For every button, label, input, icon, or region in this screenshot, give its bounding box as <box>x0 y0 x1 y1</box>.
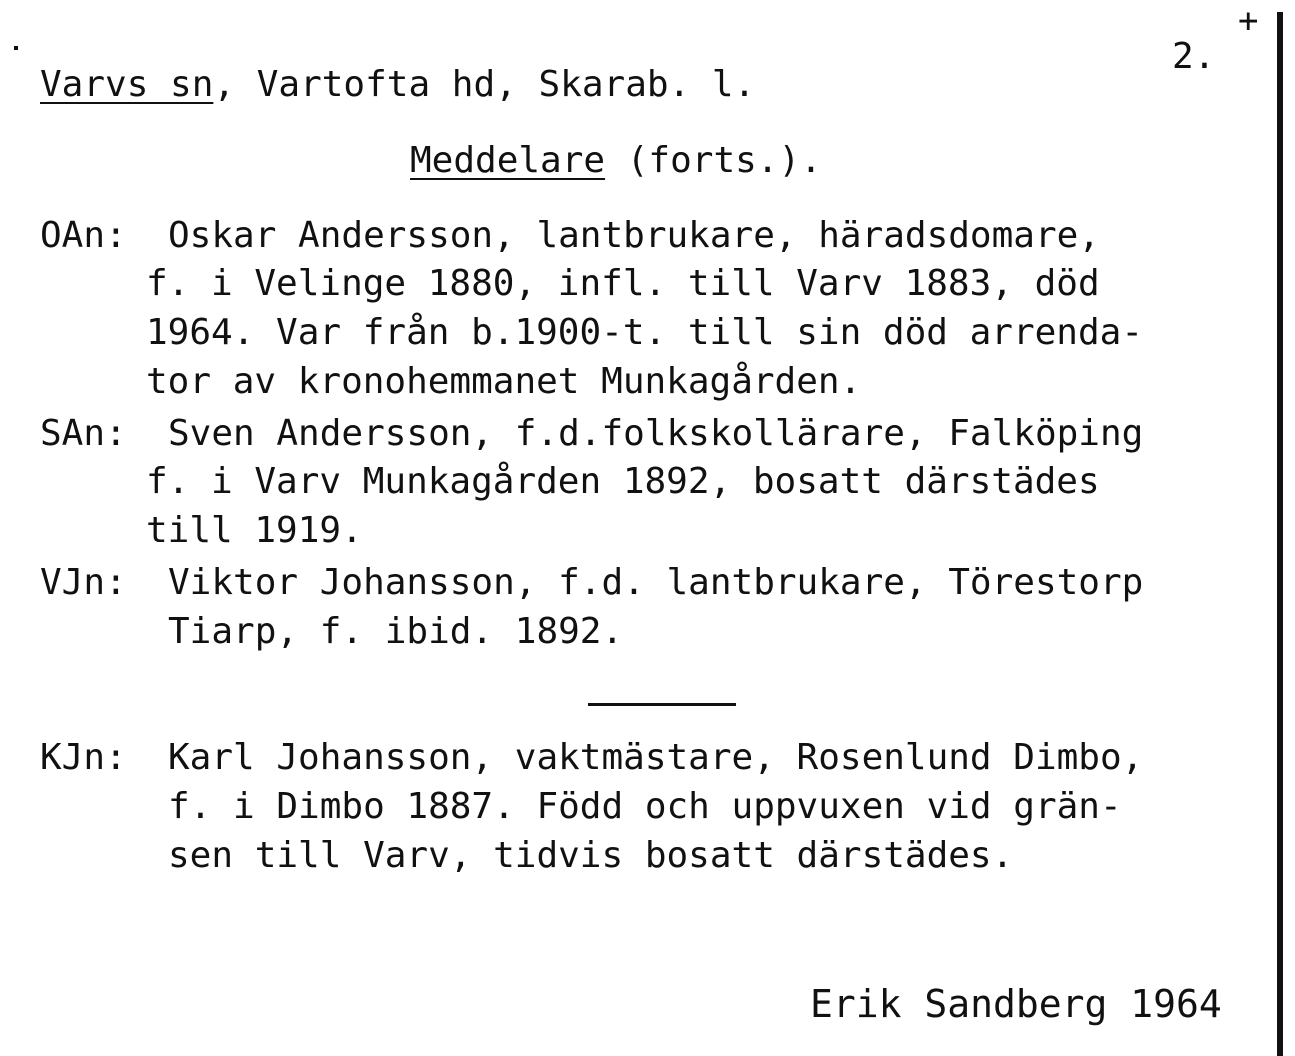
divider <box>588 703 736 706</box>
entry-line: f. i Velinge 1880, infl. till Varv 1883, död <box>146 263 1100 304</box>
entry-code-kjn: KJn: <box>40 737 127 778</box>
ink-dot <box>14 46 18 50</box>
entry-code-vjn: VJn: <box>40 562 127 603</box>
entry-line: Tiarp, f. ibid. 1892. <box>168 611 624 652</box>
entry-line: Sven Andersson, f.d.folkskollärare, Falköping <box>168 413 1144 454</box>
district-text: , Vartofta hd, Skarab. l. <box>213 64 756 105</box>
entry-line: sen till Varv, tidvis bosatt därstädes. <box>168 835 1014 876</box>
entry-line: Oskar Andersson, lantbrukare, häradsdomare, <box>168 215 1100 256</box>
section-title-suffix: (forts.). <box>605 140 822 181</box>
entry-line: 1964. Var från b.1900-t. till sin död arrenda- <box>146 312 1143 353</box>
signature: Erik Sandberg 1964 <box>810 982 1222 1026</box>
entry-line: tor av kronohemmanet Munkagården. <box>146 361 862 402</box>
card-header <box>40 64 755 105</box>
entry-line: f. i Dimbo 1887. Född och uppvuxen vid grän- <box>168 786 1122 827</box>
parish-name: Varvs sn <box>40 64 214 105</box>
entry-code-oan: OAn: <box>40 215 127 256</box>
card-number: 2. <box>1172 36 1216 77</box>
entry-code-san: SAn: <box>40 413 127 454</box>
section-title <box>410 140 822 181</box>
entry-line: till 1919. <box>146 510 363 551</box>
card-edge <box>1277 12 1283 1056</box>
entry-line: Karl Johansson, vaktmästare, Rosenlund Dimbo, <box>168 737 1144 778</box>
plus-mark: + <box>1238 1 1259 41</box>
entry-line: Viktor Johansson, f.d. lantbrukare, Törestorp <box>168 562 1144 603</box>
entry-line: f. i Varv Munkagården 1892, bosatt därstädes <box>146 461 1100 502</box>
section-title-label: Meddelare <box>410 140 606 181</box>
